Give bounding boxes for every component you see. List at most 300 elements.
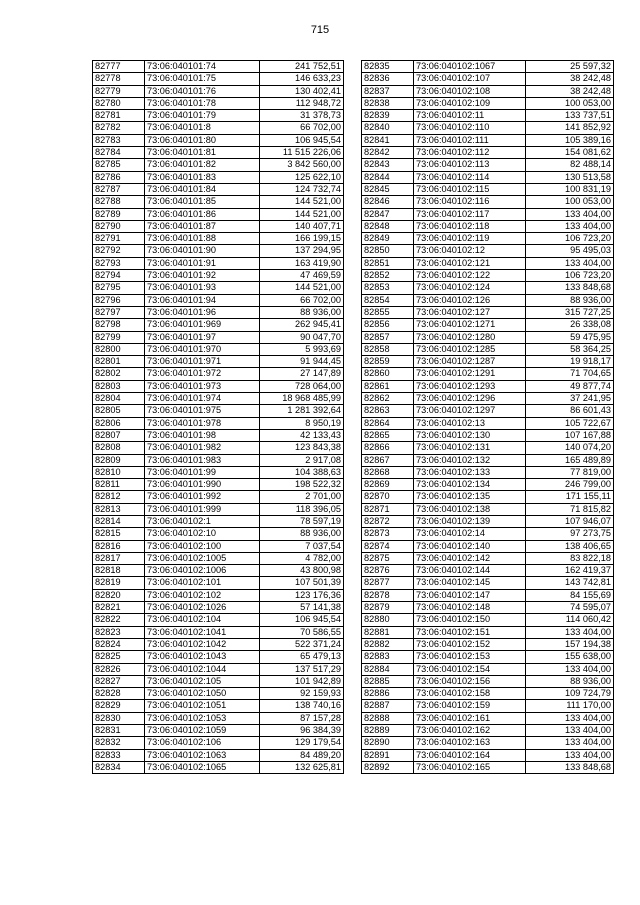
row-number-cell: 82801 [93,356,145,368]
value-cell: 522 371,24 [260,638,344,650]
cadastral-number-cell: 73:06:040101:82 [145,159,260,171]
cadastral-number-cell: 73:06:040101:982 [145,442,260,454]
row-number-cell: 82838 [362,97,414,109]
table-row [362,712,614,724]
cadastral-number-cell: 73:06:040102:132 [414,454,526,466]
value-cell: 112 948,72 [260,97,344,109]
row-number-cell: 82826 [93,663,145,675]
cadastral-number-cell: 73:06:040102:1042 [145,638,260,650]
table-row [93,73,344,85]
table-row [362,134,614,146]
table-row [93,417,344,429]
cadastral-number-cell: 73:06:040102:147 [414,589,526,601]
table-row [362,159,614,171]
cadastral-number-cell: 73:06:040102:1065 [145,761,260,773]
row-number-cell: 82875 [362,552,414,564]
cadastral-number-cell: 73:06:040102:131 [414,442,526,454]
row-number-cell: 82835 [362,61,414,73]
value-cell: 133 848,68 [526,761,614,773]
row-number-cell: 82891 [362,749,414,761]
cadastral-number-cell: 73:06:040102:1043 [145,651,260,663]
table-row [362,565,614,577]
table-row [362,515,614,527]
cadastral-number-cell: 73:06:040102:1280 [414,331,526,343]
value-cell: 101 942,89 [260,675,344,687]
value-cell: 133 404,00 [526,712,614,724]
table-row [93,602,344,614]
table-row [362,700,614,712]
row-number-cell: 82809 [93,454,145,466]
value-cell: 146 633,23 [260,73,344,85]
table-row [93,737,344,749]
row-number-cell: 82824 [93,638,145,650]
value-cell: 171 155,11 [526,491,614,503]
cadastral-number-cell: 73:06:040101:973 [145,380,260,392]
value-cell: 133 404,00 [526,749,614,761]
table-row [93,540,344,552]
table-row [93,61,344,73]
cadastral-number-cell: 73:06:040102:1296 [414,393,526,405]
row-number-cell: 82879 [362,602,414,614]
cadastral-number-cell: 73:06:040102:1291 [414,368,526,380]
table-row [362,749,614,761]
cadastral-number-cell: 73:06:040102:133 [414,466,526,478]
value-cell: 37 241,95 [526,393,614,405]
table-row [93,442,344,454]
value-cell: 130 402,41 [260,85,344,97]
table-row [93,552,344,564]
row-number-cell: 82861 [362,380,414,392]
value-cell: 133 404,00 [526,737,614,749]
cadastral-number-cell: 73:06:040101:97 [145,331,260,343]
cadastral-number-cell: 73:06:040101:86 [145,208,260,220]
table-row [362,97,614,109]
cadastral-number-cell: 73:06:040102:138 [414,503,526,515]
cadastral-number-cell: 73:06:040102:156 [414,675,526,687]
table-row [93,614,344,626]
value-cell: 26 338,08 [526,319,614,331]
table-row [362,306,614,318]
value-cell: 31 378,73 [260,110,344,122]
row-number-cell: 82792 [93,245,145,257]
cadastral-number-cell: 73:06:040102:109 [414,97,526,109]
table-row [93,503,344,515]
table-row [93,663,344,675]
cadastral-number-cell: 73:06:040102:163 [414,737,526,749]
cadastral-number-cell: 73:06:040101:92 [145,270,260,282]
row-number-cell: 82789 [93,208,145,220]
value-cell: 97 273,75 [526,528,614,540]
table-row [362,331,614,343]
cadastral-number-cell: 73:06:040101:971 [145,356,260,368]
table-row [362,540,614,552]
cadastral-number-cell: 73:06:040102:107 [414,73,526,85]
row-number-cell: 82889 [362,725,414,737]
row-number-cell: 82839 [362,110,414,122]
cadastral-number-cell: 73:06:040102:1067 [414,61,526,73]
table-row [362,393,614,405]
table-row [362,343,614,355]
table-row [93,626,344,638]
table-row [362,602,614,614]
value-cell: 106 723,20 [526,233,614,245]
cadastral-number-cell: 73:06:040102:1044 [145,663,260,675]
table-row [93,294,344,306]
cadastral-number-cell: 73:06:040102:139 [414,515,526,527]
row-number-cell: 82867 [362,454,414,466]
table-row [362,73,614,85]
value-cell: 19 918,17 [526,356,614,368]
cadastral-number-cell: 73:06:040102:1293 [414,380,526,392]
row-number-cell: 82842 [362,147,414,159]
value-cell: 105 389,16 [526,134,614,146]
value-cell: 133 848,68 [526,282,614,294]
value-cell: 105 722,67 [526,417,614,429]
cadastral-number-cell: 73:06:040102:154 [414,663,526,675]
cadastral-number-cell: 73:06:040101:975 [145,405,260,417]
table-row [362,626,614,638]
value-cell: 154 081,62 [526,147,614,159]
value-cell: 18 968 485,99 [260,393,344,405]
value-cell: 107 167,88 [526,429,614,441]
value-cell: 83 822,18 [526,552,614,564]
row-number-cell: 82814 [93,515,145,527]
value-cell: 7 037,54 [260,540,344,552]
value-cell: 114 060,42 [526,614,614,626]
value-cell: 162 419,37 [526,565,614,577]
cadastral-number-cell: 73:06:040101:79 [145,110,260,122]
row-number-cell: 82871 [362,503,414,515]
value-cell: 74 595,07 [526,602,614,614]
value-cell: 65 479,13 [260,651,344,663]
cadastral-number-cell: 73:06:040101:87 [145,220,260,232]
cadastral-number-cell: 73:06:040101:8 [145,122,260,134]
cadastral-number-cell: 73:06:040102:113 [414,159,526,171]
cadastral-number-cell: 73:06:040102:153 [414,651,526,663]
cadastral-number-cell: 73:06:040102:106 [145,737,260,749]
row-number-cell: 82864 [362,417,414,429]
cadastral-number-cell: 73:06:040101:98 [145,429,260,441]
table-row [93,233,344,245]
table-row [93,183,344,195]
cadastral-number-cell: 73:06:040101:80 [145,134,260,146]
table-row [362,651,614,663]
table-row [362,688,614,700]
row-number-cell: 82819 [93,577,145,589]
table-row [362,85,614,97]
table-row [362,528,614,540]
value-cell: 82 488,14 [526,159,614,171]
cadastral-number-cell: 73:06:040101:972 [145,368,260,380]
value-cell: 165 489,89 [526,454,614,466]
value-cell: 11 515 226,06 [260,147,344,159]
row-number-cell: 82825 [93,651,145,663]
row-number-cell: 82892 [362,761,414,773]
row-number-cell: 82796 [93,294,145,306]
table-row [93,479,344,491]
table-row [93,122,344,134]
table-row [93,159,344,171]
value-cell: 133 737,51 [526,110,614,122]
table-row [362,61,614,73]
cadastral-number-cell: 73:06:040102:158 [414,688,526,700]
table-row [93,270,344,282]
table-row [93,368,344,380]
cadastral-number-cell: 73:06:040102:104 [145,614,260,626]
table-row [362,282,614,294]
cadastral-number-cell: 73:06:040102:110 [414,122,526,134]
value-cell: 25 597,32 [526,61,614,73]
row-number-cell: 82836 [362,73,414,85]
cadastral-number-cell: 73:06:040101:76 [145,85,260,97]
table-row [93,306,344,318]
value-cell: 111 170,00 [526,700,614,712]
cadastral-number-cell: 73:06:040102:100 [145,540,260,552]
value-cell: 90 047,70 [260,331,344,343]
value-cell: 57 141,38 [260,602,344,614]
row-number-cell: 82849 [362,233,414,245]
table-row [93,651,344,663]
value-cell: 155 638,00 [526,651,614,663]
value-cell: 100 831,19 [526,183,614,195]
row-number-cell: 82847 [362,208,414,220]
table-row [93,343,344,355]
cadastral-number-cell: 73:06:040102:126 [414,294,526,306]
table-row [362,257,614,269]
table-row [93,282,344,294]
row-number-cell: 82865 [362,429,414,441]
cadastral-number-cell: 73:06:040101:999 [145,503,260,515]
table-row [362,405,614,417]
value-cell: 123 843,38 [260,442,344,454]
value-cell: 47 469,59 [260,270,344,282]
row-number-cell: 82808 [93,442,145,454]
cadastral-number-cell: 73:06:040102:122 [414,270,526,282]
cadastral-number-cell: 73:06:040102:1005 [145,552,260,564]
row-number-cell: 82804 [93,393,145,405]
value-cell: 137 517,29 [260,663,344,675]
cadastral-number-cell: 73:06:040102:118 [414,220,526,232]
value-cell: 91 944,45 [260,356,344,368]
value-cell: 71 815,82 [526,503,614,515]
value-cell: 1 281 392,64 [260,405,344,417]
table-row [362,552,614,564]
row-number-cell: 82833 [93,749,145,761]
cadastral-number-cell: 73:06:040102:1271 [414,319,526,331]
row-number-cell: 82791 [93,233,145,245]
table-row [362,270,614,282]
table-row [362,233,614,245]
cadastral-number-cell: 73:06:040102:161 [414,712,526,724]
table-row [93,220,344,232]
row-number-cell: 82866 [362,442,414,454]
page-number: 715 [310,24,330,36]
row-number-cell: 82807 [93,429,145,441]
table-row [362,503,614,515]
value-cell: 125 622,10 [260,171,344,183]
value-cell: 133 404,00 [526,257,614,269]
row-number-cell: 82863 [362,405,414,417]
row-number-cell: 82887 [362,700,414,712]
table-row [93,380,344,392]
cadastral-number-cell: 73:06:040102:114 [414,171,526,183]
table-row [362,220,614,232]
table-row [93,675,344,687]
cadastral-number-cell: 73:06:040102:135 [414,491,526,503]
row-number-cell: 82831 [93,725,145,737]
cadastral-number-cell: 73:06:040102:111 [414,134,526,146]
cadastral-number-cell: 73:06:040101:96 [145,306,260,318]
row-number-cell: 82779 [93,85,145,97]
value-cell: 133 404,00 [526,208,614,220]
row-number-cell: 82880 [362,614,414,626]
row-number-cell: 82855 [362,306,414,318]
row-number-cell: 82816 [93,540,145,552]
value-cell: 138 406,65 [526,540,614,552]
cadastral-number-cell: 73:06:040102:151 [414,626,526,638]
table-row [362,294,614,306]
value-cell: 59 475,95 [526,331,614,343]
value-cell: 66 702,00 [260,294,344,306]
value-cell: 84 155,69 [526,589,614,601]
value-cell: 132 625,81 [260,761,344,773]
cadastral-number-cell: 73:06:040102:1285 [414,343,526,355]
cadastral-number-cell: 73:06:040102:105 [145,675,260,687]
cadastral-number-cell: 73:06:040102:1051 [145,700,260,712]
value-cell: 140 407,71 [260,220,344,232]
cadastral-number-cell: 73:06:040101:94 [145,294,260,306]
cadastral-number-cell: 73:06:040102:130 [414,429,526,441]
cadastral-number-cell: 73:06:040102:12 [414,245,526,257]
row-number-cell: 82858 [362,343,414,355]
cadastral-number-cell: 73:06:040102:121 [414,257,526,269]
cadastral-number-cell: 73:06:040102:101 [145,577,260,589]
cadastral-number-cell: 73:06:040101:90 [145,245,260,257]
value-cell: 88 936,00 [526,294,614,306]
row-number-cell: 82853 [362,282,414,294]
table-row [362,638,614,650]
row-number-cell: 82818 [93,565,145,577]
table-row [93,110,344,122]
cadastral-number-cell: 73:06:040101:990 [145,479,260,491]
row-number-cell: 82862 [362,393,414,405]
table-row [93,761,344,773]
value-cell: 144 521,00 [260,282,344,294]
cadastral-number-cell: 73:06:040102:108 [414,85,526,97]
table-row [93,725,344,737]
value-cell: 27 147,89 [260,368,344,380]
value-cell: 137 294,95 [260,245,344,257]
value-cell: 38 242,48 [526,73,614,85]
cadastral-number-cell: 73:06:040101:99 [145,466,260,478]
value-cell: 43 800,98 [260,565,344,577]
row-number-cell: 82890 [362,737,414,749]
table-row [362,380,614,392]
row-number-cell: 82850 [362,245,414,257]
row-number-cell: 82793 [93,257,145,269]
row-number-cell: 82815 [93,528,145,540]
row-number-cell: 82777 [93,61,145,73]
value-cell: 241 752,51 [260,61,344,73]
cadastral-number-cell: 73:06:040102:119 [414,233,526,245]
row-number-cell: 82856 [362,319,414,331]
value-cell: 100 053,00 [526,196,614,208]
row-number-cell: 82848 [362,220,414,232]
row-number-cell: 82832 [93,737,145,749]
table-row [362,429,614,441]
value-cell: 315 727,25 [526,306,614,318]
table-row [362,466,614,478]
table-row [93,208,344,220]
cadastral-number-cell: 73:06:040101:81 [145,147,260,159]
value-cell: 88 936,00 [526,675,614,687]
value-cell: 143 742,81 [526,577,614,589]
row-number-cell: 82787 [93,183,145,195]
row-number-cell: 82781 [93,110,145,122]
row-number-cell: 82813 [93,503,145,515]
cadastral-number-cell: 73:06:040102:144 [414,565,526,577]
table-row [93,331,344,343]
value-cell: 140 074,20 [526,442,614,454]
row-number-cell: 82785 [93,159,145,171]
table-row [93,196,344,208]
row-number-cell: 82883 [362,651,414,663]
row-number-cell: 82840 [362,122,414,134]
row-number-cell: 82845 [362,183,414,195]
table-row [362,147,614,159]
table-row [93,393,344,405]
row-number-cell: 82786 [93,171,145,183]
cadastral-number-cell: 73:06:040102:1297 [414,405,526,417]
table-row [362,454,614,466]
cadastral-number-cell: 73:06:040102:10 [145,528,260,540]
row-number-cell: 82872 [362,515,414,527]
cadastral-number-cell: 73:06:040101:983 [145,454,260,466]
row-number-cell: 82811 [93,479,145,491]
row-number-cell: 82857 [362,331,414,343]
cadastral-number-cell: 73:06:040102:142 [414,552,526,564]
value-cell: 88 936,00 [260,528,344,540]
cadastral-number-cell: 73:06:040102:102 [145,589,260,601]
value-cell: 100 053,00 [526,97,614,109]
table-row [93,466,344,478]
table-row [93,429,344,441]
cadastral-number-cell: 73:06:040102:145 [414,577,526,589]
row-number-cell: 82876 [362,565,414,577]
row-number-cell: 82820 [93,589,145,601]
value-cell: 49 877,74 [526,380,614,392]
table-row [362,368,614,380]
row-number-cell: 82830 [93,712,145,724]
value-cell: 157 194,38 [526,638,614,650]
value-cell: 104 388,63 [260,466,344,478]
row-number-cell: 82800 [93,343,145,355]
row-number-cell: 82874 [362,540,414,552]
cadastral-number-cell: 73:06:040101:91 [145,257,260,269]
value-cell: 109 724,79 [526,688,614,700]
row-number-cell: 82778 [93,73,145,85]
row-number-cell: 82812 [93,491,145,503]
row-number-cell: 82886 [362,688,414,700]
row-number-cell: 82810 [93,466,145,478]
value-cell: 141 852,92 [526,122,614,134]
row-number-cell: 82860 [362,368,414,380]
cadastral-number-cell: 73:06:040102:140 [414,540,526,552]
cadastral-number-cell: 73:06:040102:148 [414,602,526,614]
cadastral-number-cell: 73:06:040102:1063 [145,749,260,761]
row-number-cell: 82797 [93,306,145,318]
table-row [93,147,344,159]
